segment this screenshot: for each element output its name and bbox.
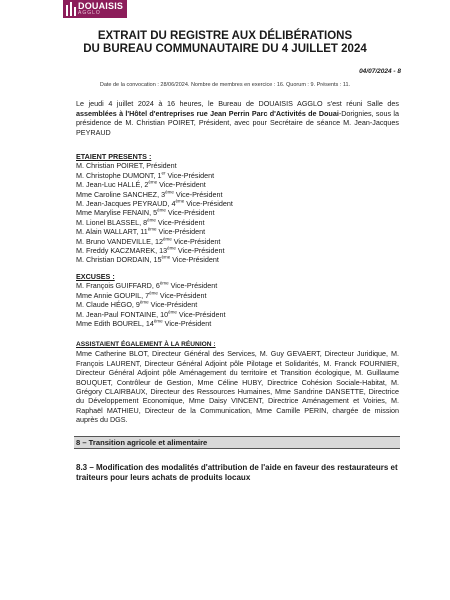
excused-member [76,300,226,309]
document-title-line1: EXTRAIT DU REGISTRE AUX DÉLIBÉRATIONS [97,30,353,42]
person-name: M. Claude HÉGO, 9 [76,300,140,310]
person-name: Mme Edith BOUREL, 14 [76,319,154,329]
role-label: Vice-Président [155,217,205,227]
intro-location: assemblées à l'Hôtel d'entreprises rue Jean Perrin Parc d'Activités de Douai [76,108,339,118]
intro-paragraph [76,99,399,137]
present-member [76,199,233,208]
present-member [76,227,233,236]
excuses-list [76,281,226,328]
rank-suffix: ème [165,189,174,195]
rank-suffix: ème [175,198,185,204]
role-label: Vice-Président [157,180,206,190]
person-name: M. Christophe DUMONT, 1 [76,170,162,180]
rank-suffix: ème [159,281,169,287]
role-label: Vice-Président [171,236,221,246]
role-label: Vice-Président [162,319,212,329]
rank-suffix: ème [157,208,166,214]
rank-suffix: ème [147,226,157,232]
intro-part3: -Dorignies, sous la présidence de M. Christian POIRET, Président, avec pour Secrétaire de séance M. Jean-Jacques PEYRAUD [76,108,399,137]
convocation-meta: Date de la convocation : 28/06/2024. Nombre de membres en exercice : 16. Quorum : 9. Présents : 11. [99,82,351,88]
role-label: Vice-Président [157,290,207,300]
douaisis-agglo-logo [63,0,127,18]
rank-suffix: ème [149,290,158,296]
document-title-line2: DU BUREAU COMMUNAUTAIRE DU 4 JUILLET 2024 [83,43,367,55]
excused-member [76,310,226,319]
rank-suffix: ème [162,236,172,242]
section-title: 8 – Transition agricole et alimentaire [76,438,208,447]
present-member [76,218,233,227]
present-member [76,246,233,255]
person-name: M. Jean-Paul FONTAINE, 10 [76,309,169,319]
role-label: Vice-Président [156,227,206,237]
present-member [76,208,233,217]
present-member [76,255,233,264]
role-label: Vice-Président [175,246,225,256]
person-name: M. Lionel BLASSEL, 8 [76,217,148,227]
role-label: Vice-Président [168,281,218,291]
person-name: M. Bruno VANDEVILLE, 12 [76,236,163,246]
role-label: Vice-Président [165,208,215,218]
present-member [76,161,233,170]
excused-member [76,291,226,300]
present-member [76,180,233,189]
rank-suffix: ème [161,255,171,261]
person-name: M. François GUIFFARD, 6 [76,281,160,291]
person-name: M. Christian DORDAIN, 15 [76,255,162,265]
person-name: M. Jean-Luc HALLÉ, 2 [76,180,149,190]
role-label: Vice-Président [148,300,198,310]
role-label: Vice-Président [176,309,226,319]
role-label: Vice-Président [173,189,223,199]
presents-heading: ETAIENT PRESENTS : [76,152,152,161]
excused-member [76,319,226,328]
person-name: Mme Annie GOUPIL, 7 [76,290,150,300]
attendees-heading: ASSISTAIENT ÉGALEMENT À LA RÉUNION : [76,341,216,348]
intro-part1: Le jeudi 4 juillet 2024 à 16 heures, le Bureau de DOUAISIS AGGLO s'est réuni Salle des [76,99,399,108]
section-bar [74,436,400,449]
person-name: Mme Marylise FENAIN, 5 [76,208,158,218]
role-label: Vice-Président [170,255,219,265]
deliberation-reference: 04/07/2024 - 8 [359,68,401,75]
attendees-section [76,340,399,425]
presents-section [76,152,233,265]
person-name: M. Freddy KACZMAREK, 13 [76,246,168,256]
role-label: Vice-Président [184,199,233,209]
rank-suffix: ème [168,309,177,315]
present-member [76,237,233,246]
rank-suffix: ème [148,179,158,185]
present-member [76,171,233,180]
excuses-section [76,272,226,328]
rank-suffix: ème [167,245,176,251]
rank-suffix: ème [147,217,156,223]
subsection-title: 8.3 – Modification des modalités d'attribution de l'aide en faveur des restaurateurs et traiteurs pour leurs achats de produits locaux [76,463,398,482]
excused-member [76,281,226,290]
rank-suffix: er [161,170,166,176]
logo-mark-icon [66,2,76,16]
person-name: M. Christian POIRET, Président [76,161,177,171]
person-name: M. Alain WALLART, 11 [76,227,148,237]
person-name: M. Jean-Jacques PEYRAUD, 4 [76,199,176,209]
present-member [76,190,233,199]
attendees-text: Mme Catherine BLOT, Directeur Général des Services, M. Guy GEVAERT, Directeur Juridique, M. François LAURENT, Directeur Général Adjoint pôle Pilotage et Solidarités, M. Franck FOURNIER, Directeur Général Adjoint pôle Aménagement du territoire et Transition écologique, M. Guillaume BOUQUET, Contrôleur de Gestion, Mme Céline HUBY, Directrice Cohésion Sociale-Habitat, M. Grégory CLAIRBAUX, Directeur des Ressources Humaines, Mme Sandrine DANSETTE, Directrice du Développement Economique, Mme Daisy VINCENT, Directrice Aménagement et Voiries, M. Raphaël MATHIEU, Directeur de la Communication, Mme Camille PERIN, chargée de mission auprès du DGS. [76,349,399,425]
role-label: Vice-Président [165,170,215,180]
rank-suffix: ème [153,318,163,324]
presents-list [76,161,233,264]
logo-name: DOUAISIS [78,1,124,11]
rank-suffix: ème [139,299,149,305]
person-name: Mme Caroline SANCHEZ, 3 [76,189,166,199]
logo-sub: AGGLO [78,10,101,16]
excuses-heading: EXCUSES : [76,272,115,281]
